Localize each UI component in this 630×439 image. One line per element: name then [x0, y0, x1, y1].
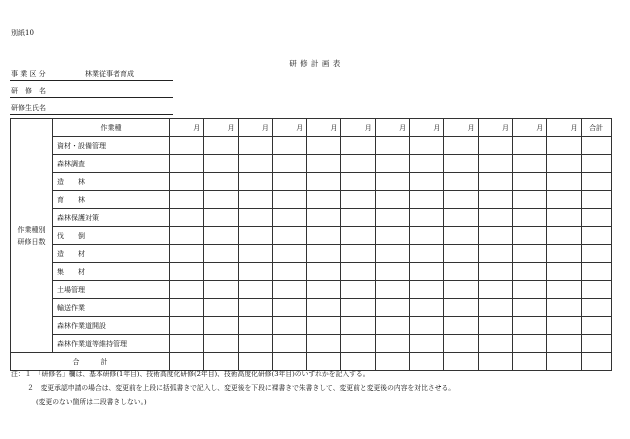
- day-entry-cell[interactable]: [307, 317, 341, 335]
- day-entry-cell[interactable]: [444, 317, 478, 335]
- note-3: (変更のない箇所は二段書きしない。): [36, 398, 147, 406]
- day-entry-cell[interactable]: [512, 335, 546, 353]
- work-type-cell: 伐 倒: [53, 227, 170, 245]
- day-entry-cell[interactable]: [410, 299, 444, 317]
- day-entry-cell[interactable]: [341, 191, 375, 209]
- day-entry-cell[interactable]: [170, 263, 204, 281]
- work-type-cell: 森林作業道開設: [53, 317, 170, 335]
- row-total-cell[interactable]: [581, 191, 611, 209]
- day-entry-cell[interactable]: [512, 155, 546, 173]
- month-header: 月: [444, 119, 478, 137]
- day-entry-cell[interactable]: [204, 227, 238, 245]
- day-entry-cell[interactable]: [272, 227, 306, 245]
- day-entry-cell[interactable]: [204, 263, 238, 281]
- day-entry-cell[interactable]: [444, 263, 478, 281]
- day-entry-cell[interactable]: [170, 299, 204, 317]
- month-header: 月: [512, 119, 546, 137]
- day-entry-cell[interactable]: [170, 191, 204, 209]
- month-header: 月: [204, 119, 238, 137]
- day-entry-cell[interactable]: [272, 245, 306, 263]
- training-name-field: [10, 85, 173, 98]
- day-entry-cell[interactable]: [478, 335, 512, 353]
- day-entry-cell[interactable]: [410, 191, 444, 209]
- day-entry-cell[interactable]: [204, 299, 238, 317]
- month-header: 月: [170, 119, 204, 137]
- month-sum-cell[interactable]: [478, 353, 512, 371]
- day-entry-cell[interactable]: [272, 281, 306, 299]
- work-type-header: 作業種: [53, 119, 170, 137]
- day-entry-cell[interactable]: [238, 263, 272, 281]
- day-entry-cell[interactable]: [341, 209, 375, 227]
- day-entry-cell[interactable]: [512, 209, 546, 227]
- day-entry-cell[interactable]: [272, 263, 306, 281]
- table-row: [11, 191, 612, 209]
- day-entry-cell[interactable]: [547, 227, 581, 245]
- day-entry-cell[interactable]: [478, 227, 512, 245]
- note-1: 注：１ 「研修名」欄は、基本研修(1年目)、技術高度化研修(2年目)、技術高度化研修(3年目)のいずれかを記入する。: [11, 370, 370, 378]
- day-entry-cell[interactable]: [375, 155, 409, 173]
- day-entry-cell[interactable]: [170, 335, 204, 353]
- day-entry-cell[interactable]: [444, 227, 478, 245]
- side-label-line1: 作業種別: [17, 225, 46, 234]
- day-entry-cell[interactable]: [512, 281, 546, 299]
- day-entry-cell[interactable]: [272, 209, 306, 227]
- day-entry-cell[interactable]: [375, 335, 409, 353]
- day-entry-cell[interactable]: [512, 227, 546, 245]
- day-entry-cell[interactable]: [547, 191, 581, 209]
- day-entry-cell[interactable]: [307, 263, 341, 281]
- day-entry-cell[interactable]: [307, 227, 341, 245]
- day-entry-cell[interactable]: [341, 245, 375, 263]
- table-row: [11, 227, 612, 245]
- day-entry-cell[interactable]: [204, 155, 238, 173]
- day-entry-cell[interactable]: [307, 155, 341, 173]
- day-entry-cell[interactable]: [547, 209, 581, 227]
- day-entry-cell[interactable]: [444, 299, 478, 317]
- day-entry-cell[interactable]: [307, 245, 341, 263]
- table-row: [11, 335, 612, 353]
- table-row: [11, 173, 612, 191]
- day-entry-cell[interactable]: [307, 173, 341, 191]
- day-entry-cell[interactable]: [478, 263, 512, 281]
- day-entry-cell[interactable]: [170, 155, 204, 173]
- row-total-cell[interactable]: [581, 263, 611, 281]
- business-category-field: [10, 68, 173, 81]
- day-entry-cell[interactable]: [410, 263, 444, 281]
- month-sum-cell[interactable]: [444, 353, 478, 371]
- day-entry-cell[interactable]: [341, 227, 375, 245]
- month-header: 月: [375, 119, 409, 137]
- day-entry-cell[interactable]: [272, 299, 306, 317]
- month-sum-cell[interactable]: [410, 353, 444, 371]
- document-number: 別紙10: [11, 29, 34, 37]
- work-type-cell: 森林保護対策: [53, 209, 170, 227]
- day-entry-cell[interactable]: [547, 173, 581, 191]
- work-type-cell: 造 材: [53, 245, 170, 263]
- day-entry-cell[interactable]: [307, 281, 341, 299]
- month-header: 月: [307, 119, 341, 137]
- day-entry-cell[interactable]: [307, 137, 341, 155]
- business-category-value: 林業従事者育成: [85, 70, 134, 78]
- day-entry-cell[interactable]: [238, 173, 272, 191]
- training-name-label: 研 修 名: [11, 87, 46, 95]
- day-entry-cell[interactable]: [341, 173, 375, 191]
- day-entry-cell[interactable]: [170, 281, 204, 299]
- day-entry-cell[interactable]: [410, 245, 444, 263]
- side-label-line2: 研修日数: [17, 237, 46, 246]
- day-entry-cell[interactable]: [410, 137, 444, 155]
- day-entry-cell[interactable]: [478, 317, 512, 335]
- row-total-cell[interactable]: [581, 227, 611, 245]
- day-entry-cell[interactable]: [170, 173, 204, 191]
- day-entry-cell[interactable]: [238, 137, 272, 155]
- month-header: 月: [238, 119, 272, 137]
- work-type-cell: 造 林: [53, 173, 170, 191]
- total-header: 合計: [581, 119, 611, 137]
- day-entry-cell[interactable]: [375, 299, 409, 317]
- day-entry-cell[interactable]: [272, 335, 306, 353]
- day-entry-cell[interactable]: [170, 137, 204, 155]
- row-total-cell[interactable]: [581, 335, 611, 353]
- form-title: 研 修 計 画 表: [289, 59, 341, 68]
- day-entry-cell[interactable]: [547, 317, 581, 335]
- day-entry-cell[interactable]: [444, 335, 478, 353]
- day-entry-cell[interactable]: [238, 209, 272, 227]
- day-entry-cell[interactable]: [478, 173, 512, 191]
- day-entry-cell[interactable]: [410, 281, 444, 299]
- row-total-cell[interactable]: [581, 173, 611, 191]
- day-entry-cell[interactable]: [341, 137, 375, 155]
- day-entry-cell[interactable]: [238, 191, 272, 209]
- day-entry-cell[interactable]: [307, 335, 341, 353]
- day-entry-cell[interactable]: [547, 263, 581, 281]
- table-row: [11, 209, 612, 227]
- work-type-cell: 育 林: [53, 191, 170, 209]
- day-entry-cell[interactable]: [444, 155, 478, 173]
- table-header-row: [11, 119, 612, 137]
- day-entry-cell[interactable]: [272, 317, 306, 335]
- day-entry-cell[interactable]: [478, 245, 512, 263]
- day-entry-cell[interactable]: [341, 299, 375, 317]
- day-entry-cell[interactable]: [272, 191, 306, 209]
- day-entry-cell[interactable]: [478, 155, 512, 173]
- day-entry-cell[interactable]: [410, 173, 444, 191]
- row-total-cell[interactable]: [581, 209, 611, 227]
- row-total-cell[interactable]: [581, 281, 611, 299]
- table-row: [11, 317, 612, 335]
- day-entry-cell[interactable]: [444, 137, 478, 155]
- day-entry-cell[interactable]: [375, 245, 409, 263]
- month-header: 月: [478, 119, 512, 137]
- day-entry-cell[interactable]: [547, 245, 581, 263]
- day-entry-cell[interactable]: [204, 209, 238, 227]
- month-sum-cell[interactable]: [512, 353, 546, 371]
- day-entry-cell[interactable]: [547, 335, 581, 353]
- table-row: [11, 155, 612, 173]
- day-entry-cell[interactable]: [341, 335, 375, 353]
- month-sum-cell[interactable]: [375, 353, 409, 371]
- day-entry-cell[interactable]: [204, 137, 238, 155]
- day-entry-cell[interactable]: [272, 155, 306, 173]
- day-entry-cell[interactable]: [341, 263, 375, 281]
- day-entry-cell[interactable]: [204, 191, 238, 209]
- trainee-name-label: 研修生氏名: [11, 104, 46, 112]
- day-entry-cell[interactable]: [512, 191, 546, 209]
- table-row: [11, 299, 612, 317]
- day-entry-cell[interactable]: [238, 281, 272, 299]
- row-total-cell[interactable]: [581, 137, 611, 155]
- day-entry-cell[interactable]: [238, 299, 272, 317]
- business-category-label: 事 業 区 分: [11, 70, 46, 78]
- training-plan-table: [10, 118, 612, 371]
- table-row: [11, 245, 612, 263]
- work-type-cell: 森林調査: [53, 155, 170, 173]
- day-entry-cell[interactable]: [512, 299, 546, 317]
- day-entry-cell[interactable]: [478, 137, 512, 155]
- day-entry-cell[interactable]: [547, 299, 581, 317]
- day-entry-cell[interactable]: [238, 245, 272, 263]
- day-entry-cell[interactable]: [547, 137, 581, 155]
- work-type-cell: 資材・設備管理: [53, 137, 170, 155]
- work-type-cell: 土場管理: [53, 281, 170, 299]
- day-entry-cell[interactable]: [547, 155, 581, 173]
- row-total-cell[interactable]: [581, 317, 611, 335]
- day-entry-cell[interactable]: [375, 227, 409, 245]
- day-entry-cell[interactable]: [238, 335, 272, 353]
- day-entry-cell[interactable]: [410, 335, 444, 353]
- day-entry-cell[interactable]: [307, 299, 341, 317]
- row-total-cell[interactable]: [581, 245, 611, 263]
- day-entry-cell[interactable]: [478, 209, 512, 227]
- month-sum-cell[interactable]: [547, 353, 581, 371]
- day-entry-cell[interactable]: [512, 245, 546, 263]
- day-entry-cell[interactable]: [547, 281, 581, 299]
- day-entry-cell[interactable]: [512, 263, 546, 281]
- day-entry-cell[interactable]: [512, 317, 546, 335]
- day-entry-cell[interactable]: [375, 317, 409, 335]
- day-entry-cell[interactable]: [238, 227, 272, 245]
- day-entry-cell[interactable]: [341, 155, 375, 173]
- grand-total-cell[interactable]: [581, 353, 611, 371]
- day-entry-cell[interactable]: [375, 137, 409, 155]
- table-row: [11, 263, 612, 281]
- day-entry-cell[interactable]: [272, 137, 306, 155]
- day-entry-cell[interactable]: [444, 173, 478, 191]
- day-entry-cell[interactable]: [170, 317, 204, 335]
- table-row: [11, 137, 612, 155]
- work-type-cell: 森林作業道等維持管理: [53, 335, 170, 353]
- day-entry-cell[interactable]: [375, 281, 409, 299]
- table-row: [11, 281, 612, 299]
- day-entry-cell[interactable]: [307, 209, 341, 227]
- day-entry-cell[interactable]: [410, 227, 444, 245]
- note-2: ２ 変更承認申請の場合は、変更前を上段に括弧書きで記入し、変更後を下段に裸書きで朱書きして、変更前と変更後の内容を対比させる。: [27, 384, 456, 392]
- day-entry-cell[interactable]: [410, 155, 444, 173]
- day-entry-cell[interactable]: [204, 281, 238, 299]
- work-type-cell: 集 材: [53, 263, 170, 281]
- day-entry-cell[interactable]: [204, 245, 238, 263]
- day-entry-cell[interactable]: [238, 317, 272, 335]
- day-entry-cell[interactable]: [307, 191, 341, 209]
- day-entry-cell[interactable]: [204, 317, 238, 335]
- day-entry-cell[interactable]: [204, 335, 238, 353]
- day-entry-cell[interactable]: [478, 299, 512, 317]
- day-entry-cell[interactable]: [272, 173, 306, 191]
- day-entry-cell[interactable]: [204, 173, 238, 191]
- day-entry-cell[interactable]: [478, 281, 512, 299]
- day-entry-cell[interactable]: [375, 191, 409, 209]
- day-entry-cell[interactable]: [478, 191, 512, 209]
- month-header: 月: [547, 119, 581, 137]
- work-type-cell: 輸送作業: [53, 299, 170, 317]
- day-entry-cell[interactable]: [341, 317, 375, 335]
- day-entry-cell[interactable]: [375, 173, 409, 191]
- day-entry-cell[interactable]: [444, 281, 478, 299]
- month-header: 月: [272, 119, 306, 137]
- day-entry-cell[interactable]: [170, 209, 204, 227]
- day-entry-cell[interactable]: [238, 155, 272, 173]
- day-entry-cell[interactable]: [410, 317, 444, 335]
- day-entry-cell[interactable]: [444, 191, 478, 209]
- row-total-cell[interactable]: [581, 155, 611, 173]
- day-entry-cell[interactable]: [512, 173, 546, 191]
- day-entry-cell[interactable]: [444, 209, 478, 227]
- day-entry-cell[interactable]: [410, 209, 444, 227]
- day-entry-cell[interactable]: [170, 245, 204, 263]
- trainee-name-field: [10, 102, 173, 115]
- side-label-cell: [11, 119, 53, 353]
- day-entry-cell[interactable]: [444, 245, 478, 263]
- row-total-cell[interactable]: [581, 299, 611, 317]
- day-entry-cell[interactable]: [341, 281, 375, 299]
- month-header: 月: [410, 119, 444, 137]
- day-entry-cell[interactable]: [375, 263, 409, 281]
- sum-row-label: 合 計: [11, 353, 170, 371]
- day-entry-cell[interactable]: [375, 209, 409, 227]
- day-entry-cell[interactable]: [512, 137, 546, 155]
- month-header: 月: [341, 119, 375, 137]
- day-entry-cell[interactable]: [170, 227, 204, 245]
